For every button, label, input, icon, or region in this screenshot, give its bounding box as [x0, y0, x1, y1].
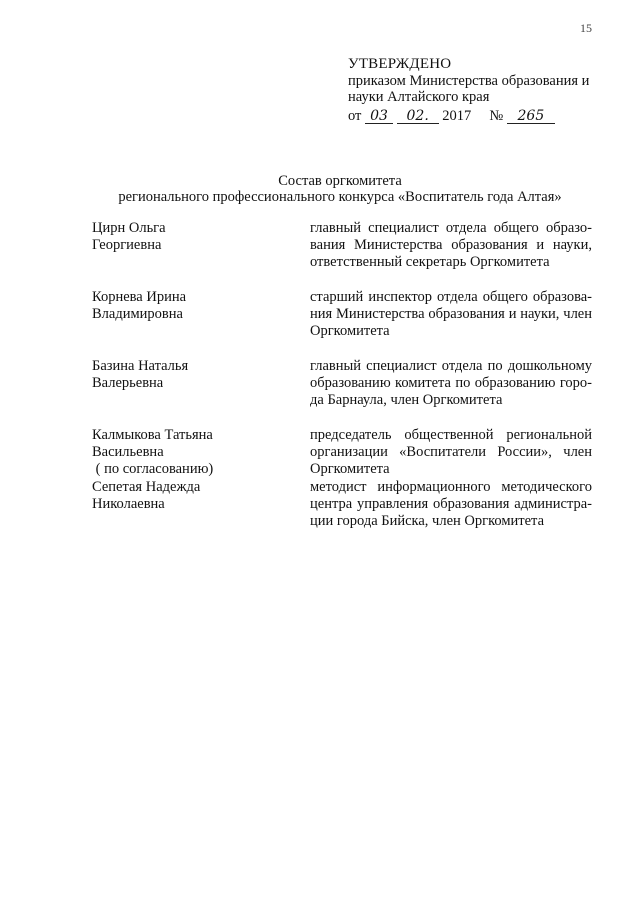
order-year: 2017 — [442, 108, 472, 124]
member-row — [92, 220, 592, 271]
heading-title: Состав оргкомитета — [278, 173, 402, 189]
member-role-line: да Барнаула, член Оргкомитета — [310, 392, 503, 408]
member-name-line: Сепетая Надежда — [92, 479, 201, 495]
member-role-line: старший инспектор отдела общего образова- — [310, 289, 592, 305]
member-name-line: Цирн Ольга — [92, 220, 166, 236]
member-name-line: Георгиевна — [92, 237, 162, 253]
heading-subtitle: регионального профессионального конкурса «Воспитатель года Алтая» — [118, 189, 562, 205]
member-role — [310, 358, 592, 409]
member-role — [310, 427, 592, 478]
order-line — [348, 108, 555, 125]
member-row — [92, 479, 592, 530]
member-name-line: Базина Наталья — [92, 358, 189, 374]
member-name-line: Николаевна — [92, 496, 165, 512]
approval-block — [348, 56, 608, 105]
order-number-sign: № — [489, 108, 504, 124]
committee-members-list — [92, 220, 592, 531]
member-role — [310, 289, 592, 340]
member-name-line: Валерьевна — [92, 375, 164, 391]
approval-line: приказом Министерства образования и — [348, 73, 590, 89]
document-heading — [90, 173, 590, 205]
member-role-line: ции города Бийска, член Оргкомитета — [310, 513, 545, 529]
member-role-line: Оргкомитета — [310, 461, 390, 477]
order-day: 03 — [365, 109, 393, 124]
member-row — [92, 358, 592, 409]
member-role-line: организации «Воспитатели России», член — [310, 444, 592, 460]
member-role-line: образованию комитета по образованию горо- — [310, 375, 592, 391]
member-role — [310, 479, 592, 530]
member-role-line: главный специалист отдела общего образо- — [310, 220, 592, 236]
member-role-line: председатель общественной региональной — [310, 427, 592, 443]
member-name — [92, 427, 310, 478]
member-role-line: главный специалист отдела по дошкольному — [310, 358, 592, 374]
member-role-line: ния Министерства образования и науки, член — [310, 306, 592, 322]
member-role-line: Оргкомитета — [310, 323, 390, 339]
approval-title: УТВЕРЖДЕНО — [348, 56, 452, 72]
member-role-line: вания Министерства образования и науки, — [310, 237, 592, 253]
member-row — [92, 427, 592, 478]
member-role-line: методист информационного методического — [310, 479, 592, 495]
order-prefix: от — [348, 108, 362, 124]
member-name — [92, 479, 310, 530]
page-number: 15 — [580, 21, 592, 35]
member-name-line: Владимировна — [92, 306, 183, 322]
member-role-line: ответственный секретарь Оргкомитета — [310, 254, 550, 270]
member-name — [92, 289, 310, 340]
order-number: 265 — [507, 109, 555, 124]
order-month: 02. — [397, 109, 439, 124]
member-role-line: центра управления образования администра- — [310, 496, 592, 512]
approval-line: науки Алтайского края — [348, 89, 490, 105]
member-name-line: Калмыкова Татьяна — [92, 427, 213, 443]
member-name-line: Корнева Ирина — [92, 289, 187, 305]
member-name-note: ( по согласованию) — [92, 461, 214, 477]
member-name-line: Васильевна — [92, 444, 164, 460]
member-name — [92, 220, 310, 271]
member-role — [310, 220, 592, 271]
member-row — [92, 289, 592, 340]
member-name — [92, 358, 310, 409]
